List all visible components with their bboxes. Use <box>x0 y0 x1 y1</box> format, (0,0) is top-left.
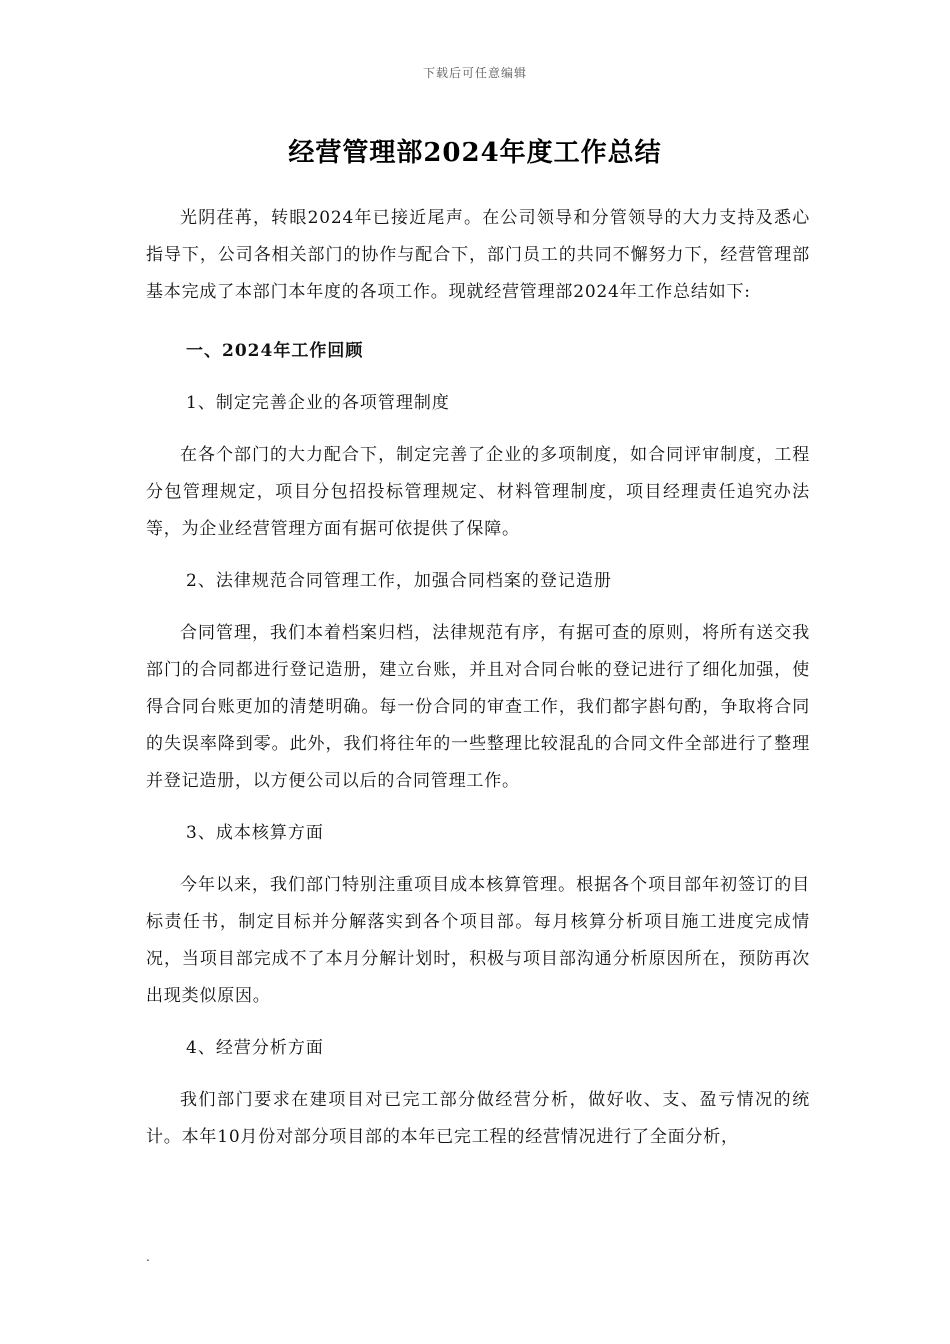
subsection-body-4: 我们部门要求在建项目对已完工部分做经营分析，做好收、支、盈亏情况的统计。本年10月份对部分项目部的本年已完工程的经营情况进行了全面分析， <box>146 1090 810 1147</box>
subsection-heading-2: 2、法律规范合同管理工作，加强合同档案的登记造册 <box>186 571 612 591</box>
subsection-heading-1: 1、制定完善企业的各项管理制度 <box>186 393 450 413</box>
document-title: 经营管理部2024年度工作总结 <box>288 138 662 168</box>
section-heading-review: 一、2024年工作回顾 <box>186 341 364 361</box>
document-body <box>146 200 810 1156</box>
subsection-body-3: 今年以来，我们部门特别注重项目成本核算管理。根据各个项目部年初签订的目标责任书，制定目标并分解落实到各个项目部。每月核算分析项目施工进度完成情况，当项目部完成不了本月分解计划时，积极与项目部沟通分析原因所在，预防再次出现类似原因。 <box>146 875 810 1006</box>
subsection-body-2: 合同管理，我们本着档案归档，法律规范有序，有据可查的原则，将所有送交我部门的合同都进行登记造册，建立台账，并且对合同台帐的登记进行了细化加强，使得合同台账更加的清楚明确。每一份合同的审查工作，我们都字斟句酌，争取将合同的失误率降到零。此外，我们将往年的一些整理比较混乱的合同文件全部进行了整理并登记造册，以方便公司以后的合同管理工作。 <box>146 623 810 791</box>
intro-paragraph: 光阴荏苒，转眼2024年已接近尾声。在公司领导和分管领导的大力支持及悉心指导下，公司各相关部门的协作与配合下，部门员工的共同不懈努力下，经营管理部基本完成了本部门本年度的各项工作。现就经营管理部2024年工作总结如下: <box>146 208 810 302</box>
download-note: 下载后可任意编辑 <box>422 66 527 80</box>
subsection-body-1: 在各个部门的大力配合下，制定完善了企业的多项制度，如合同评审制度，工程分包管理规定，项目分包招投标管理规定、材料管理制度，项目经理责任追究办法等，为企业经营管理方面有据可依提供了保障。 <box>146 445 810 539</box>
subsection-heading-3: 3、成本核算方面 <box>186 823 324 843</box>
footer-mark: . <box>146 1250 150 1264</box>
subsection-heading-4: 4、经营分析方面 <box>186 1038 324 1058</box>
